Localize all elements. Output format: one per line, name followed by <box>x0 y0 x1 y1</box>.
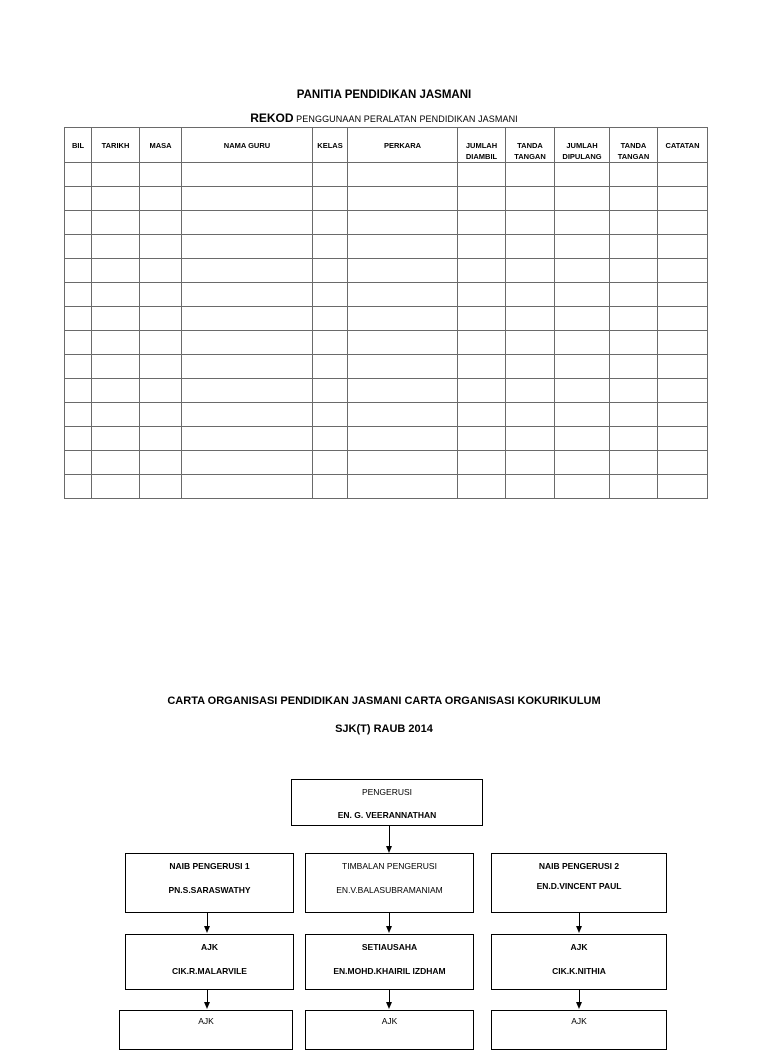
table-cell <box>658 259 708 283</box>
table-cell <box>313 283 348 307</box>
table-cell <box>313 355 348 379</box>
table-row <box>65 211 708 235</box>
table-cell <box>182 331 313 355</box>
vice-chair-2-box <box>491 853 667 913</box>
table-cell <box>658 355 708 379</box>
table-cell <box>65 331 92 355</box>
table-cell <box>555 451 610 475</box>
table-cell <box>610 283 658 307</box>
arrow-down-icon <box>386 926 392 933</box>
table-cell <box>610 475 658 499</box>
table-cell <box>348 187 458 211</box>
table-cell <box>182 475 313 499</box>
table-cell <box>92 283 140 307</box>
table-cell <box>65 163 92 187</box>
table-cell <box>458 331 506 355</box>
table-cell <box>65 355 92 379</box>
table-cell <box>555 283 610 307</box>
secretary-name: EN.MOHD.KHAIRIL IZDHAM <box>333 966 446 976</box>
table-cell <box>182 451 313 475</box>
table-cell <box>92 235 140 259</box>
table-cell <box>610 427 658 451</box>
ajk-right-name: CIK.K.NITHIA <box>552 966 606 976</box>
table-cell <box>658 427 708 451</box>
column-header-line1: PERKARA <box>383 141 422 150</box>
column-header-line1: MASA <box>149 141 172 150</box>
connector-line <box>389 826 390 846</box>
column-header <box>348 128 458 163</box>
table-cell <box>348 379 458 403</box>
table-cell <box>140 259 182 283</box>
table-cell <box>610 331 658 355</box>
table-cell <box>313 451 348 475</box>
vice-chair-1-name: PN.S.SARASWATHY <box>168 885 251 895</box>
table-row <box>65 235 708 259</box>
table-cell <box>348 163 458 187</box>
table-cell <box>65 283 92 307</box>
table-cell <box>610 307 658 331</box>
table-cell <box>555 307 610 331</box>
table-cell <box>182 211 313 235</box>
table-cell <box>65 259 92 283</box>
table-cell <box>458 211 506 235</box>
table-cell <box>182 355 313 379</box>
table-cell <box>610 187 658 211</box>
table-cell <box>313 427 348 451</box>
table-cell <box>458 451 506 475</box>
table-cell <box>506 259 555 283</box>
ajk-bottom-mid-role: AJK <box>381 1016 398 1026</box>
table-cell <box>65 379 92 403</box>
table-cell <box>182 187 313 211</box>
table-row <box>65 163 708 187</box>
ajk-bottom-mid-box <box>305 1010 474 1050</box>
table-cell <box>610 259 658 283</box>
column-header <box>658 128 708 163</box>
table-cell <box>348 355 458 379</box>
table-cell <box>140 211 182 235</box>
table-cell <box>458 403 506 427</box>
table-cell <box>348 235 458 259</box>
table-cell <box>313 211 348 235</box>
table-cell <box>458 259 506 283</box>
table-cell <box>658 451 708 475</box>
table-cell <box>140 187 182 211</box>
table-cell <box>555 379 610 403</box>
table-cell <box>658 163 708 187</box>
column-header-line1: JUMLAH <box>465 141 498 150</box>
column-header <box>313 128 348 163</box>
table-cell <box>313 403 348 427</box>
table-cell <box>506 163 555 187</box>
table-cell <box>348 427 458 451</box>
table-cell <box>140 163 182 187</box>
equipment-usage-table <box>64 127 708 499</box>
table-cell <box>65 235 92 259</box>
table-row <box>65 475 708 499</box>
table-cell <box>555 211 610 235</box>
table-cell <box>658 211 708 235</box>
table-cell <box>555 331 610 355</box>
table-body <box>65 163 708 499</box>
table-cell <box>555 163 610 187</box>
table-row <box>65 355 708 379</box>
column-header-line2: DIPULANG <box>562 152 602 161</box>
table-cell <box>92 475 140 499</box>
table-cell <box>92 187 140 211</box>
table-cell <box>92 331 140 355</box>
table-row <box>65 259 708 283</box>
table-cell <box>348 451 458 475</box>
table-cell <box>458 283 506 307</box>
table-cell <box>658 331 708 355</box>
table-cell <box>506 475 555 499</box>
column-header <box>458 128 506 163</box>
table-row <box>65 307 708 331</box>
ajk-right-box <box>491 934 667 990</box>
table-cell <box>348 331 458 355</box>
table-cell <box>140 379 182 403</box>
table-row <box>65 379 708 403</box>
table-cell <box>65 211 92 235</box>
table-cell <box>140 403 182 427</box>
arrow-down-icon <box>386 1002 392 1009</box>
table-cell <box>555 187 610 211</box>
ajk-bottom-left-role: AJK <box>198 1016 214 1026</box>
column-header-line1: JUMLAH <box>566 141 598 150</box>
table-cell <box>610 451 658 475</box>
table-cell <box>348 403 458 427</box>
column-header-line2: TANGAN <box>617 152 650 161</box>
vice-chair-1-role: NAIB PENGERUSI 1 <box>169 861 250 871</box>
table-cell <box>506 307 555 331</box>
table-cell <box>348 283 458 307</box>
table-cell <box>555 235 610 259</box>
column-header <box>140 128 182 163</box>
table-cell <box>506 283 555 307</box>
table-cell <box>555 355 610 379</box>
column-header <box>506 128 555 163</box>
table-cell <box>348 307 458 331</box>
column-header <box>610 128 658 163</box>
column-header <box>65 128 92 163</box>
secretary-box <box>305 934 474 990</box>
table-cell <box>313 187 348 211</box>
table-cell <box>140 355 182 379</box>
table-cell <box>610 163 658 187</box>
table-cell <box>506 355 555 379</box>
table-cell <box>555 427 610 451</box>
table-cell <box>555 403 610 427</box>
table-cell <box>658 283 708 307</box>
table-row <box>65 283 708 307</box>
deputy-chair-box <box>305 853 474 913</box>
arrow-down-icon <box>576 926 582 933</box>
column-header-line2: DIAMBIL <box>465 152 498 161</box>
record-subheading <box>0 109 768 127</box>
column-header <box>182 128 313 163</box>
table-cell <box>65 451 92 475</box>
table-cell <box>506 427 555 451</box>
vice-chair-2-role: NAIB PENGERUSI 2 <box>538 861 620 871</box>
table-cell <box>506 187 555 211</box>
table-cell <box>610 403 658 427</box>
ajk-left-role: AJK <box>200 942 218 952</box>
table-cell <box>182 259 313 283</box>
table-cell <box>140 307 182 331</box>
table-cell <box>610 211 658 235</box>
table-cell <box>506 235 555 259</box>
table-cell <box>140 283 182 307</box>
table-cell <box>610 235 658 259</box>
deputy-chair-role: TIMBALAN PENGERUSI <box>342 861 437 871</box>
column-header-line1: BIL <box>71 141 85 150</box>
table-cell <box>458 163 506 187</box>
column-header-line1: CATATAN <box>665 141 700 150</box>
table-cell <box>140 475 182 499</box>
table-cell <box>458 475 506 499</box>
table-cell <box>458 379 506 403</box>
table-header-row <box>65 128 708 163</box>
table-row <box>65 331 708 355</box>
chair-name: EN. G. VEERANNATHAN <box>337 810 437 820</box>
table-cell <box>506 451 555 475</box>
table-cell <box>313 331 348 355</box>
table-cell <box>658 379 708 403</box>
table-cell <box>92 307 140 331</box>
table-cell <box>506 403 555 427</box>
table-cell <box>92 451 140 475</box>
ajk-right-role: AJK <box>570 942 588 952</box>
table-row <box>65 403 708 427</box>
record-subheading-bold: REKOD <box>250 111 294 125</box>
table-cell <box>658 475 708 499</box>
table-cell <box>92 427 140 451</box>
table-cell <box>92 259 140 283</box>
table-cell <box>313 163 348 187</box>
table-cell <box>182 235 313 259</box>
table-cell <box>182 427 313 451</box>
table-cell <box>658 307 708 331</box>
table-cell <box>313 379 348 403</box>
chair-role: PENGERUSI <box>361 787 413 797</box>
vice-chair-2-name: EN.D.VINCENT PAUL <box>536 881 622 891</box>
table-cell <box>555 475 610 499</box>
table-cell <box>65 187 92 211</box>
table-cell <box>65 427 92 451</box>
table-cell <box>458 355 506 379</box>
column-header <box>555 128 610 163</box>
table-cell <box>458 307 506 331</box>
arrow-down-icon <box>576 1002 582 1009</box>
ajk-bottom-right-box <box>491 1010 667 1050</box>
table-cell <box>313 259 348 283</box>
column-header-line1: TANDA <box>517 141 543 150</box>
table-cell <box>65 307 92 331</box>
table-cell <box>610 379 658 403</box>
table-cell <box>140 451 182 475</box>
table-cell <box>313 307 348 331</box>
table-cell <box>65 403 92 427</box>
table-cell <box>140 427 182 451</box>
table-cell <box>140 235 182 259</box>
table-cell <box>92 355 140 379</box>
table-cell <box>92 403 140 427</box>
table-cell <box>348 211 458 235</box>
table-cell <box>458 187 506 211</box>
table-cell <box>140 331 182 355</box>
record-heading: PANITIA PENDIDIKAN JASMANI <box>296 89 472 101</box>
table-cell <box>506 379 555 403</box>
table-cell <box>182 163 313 187</box>
table-cell <box>555 259 610 283</box>
column-header-line1: TARIKH <box>101 141 130 150</box>
column-header-line1: NAMA GURU <box>223 141 271 150</box>
column-header-line2: TANGAN <box>514 152 546 161</box>
table-cell <box>458 235 506 259</box>
table-cell <box>348 259 458 283</box>
arrow-down-icon <box>386 846 392 853</box>
table-row <box>65 427 708 451</box>
table-cell <box>313 475 348 499</box>
table-cell <box>658 403 708 427</box>
table-cell <box>658 235 708 259</box>
table-cell <box>506 331 555 355</box>
column-header-line1: TANDA <box>620 141 647 150</box>
vice-chair-1-box <box>125 853 294 913</box>
secretary-role: SETIAUSAHA <box>361 942 418 952</box>
table-cell <box>313 235 348 259</box>
table-row <box>65 451 708 475</box>
org-chart-title: CARTA ORGANISASI PENDIDIKAN JASMANI CARTA ORGANISASI KOKURIKULUM <box>167 695 601 707</box>
table-cell <box>182 283 313 307</box>
table-cell <box>658 187 708 211</box>
table-cell <box>182 403 313 427</box>
column-header <box>92 128 140 163</box>
record-subheading-rest: PENGGUNAAN PERALATAN PENDIDIKAN JASMANI <box>293 114 518 124</box>
table-cell <box>458 427 506 451</box>
table-cell <box>610 355 658 379</box>
table-cell <box>92 163 140 187</box>
ajk-left-name: CIK.R.MALARVILE <box>172 966 247 976</box>
table-cell <box>182 307 313 331</box>
column-header-line1: KELAS <box>317 141 343 150</box>
table-cell <box>92 211 140 235</box>
ajk-bottom-left-box <box>119 1010 293 1050</box>
chair-box <box>291 779 483 826</box>
arrow-down-icon <box>204 926 210 933</box>
table-cell <box>92 379 140 403</box>
table-cell <box>65 475 92 499</box>
table-cell <box>348 475 458 499</box>
ajk-bottom-right-role: AJK <box>571 1016 587 1026</box>
table-row <box>65 187 708 211</box>
ajk-left-box <box>125 934 294 990</box>
org-chart-subtitle: SJK(T) RAUB 2014 <box>335 723 433 735</box>
arrow-down-icon <box>204 1002 210 1009</box>
deputy-chair-name: EN.V.BALASUBRAMANIAM <box>336 885 443 895</box>
table-cell <box>506 211 555 235</box>
table-cell <box>182 379 313 403</box>
